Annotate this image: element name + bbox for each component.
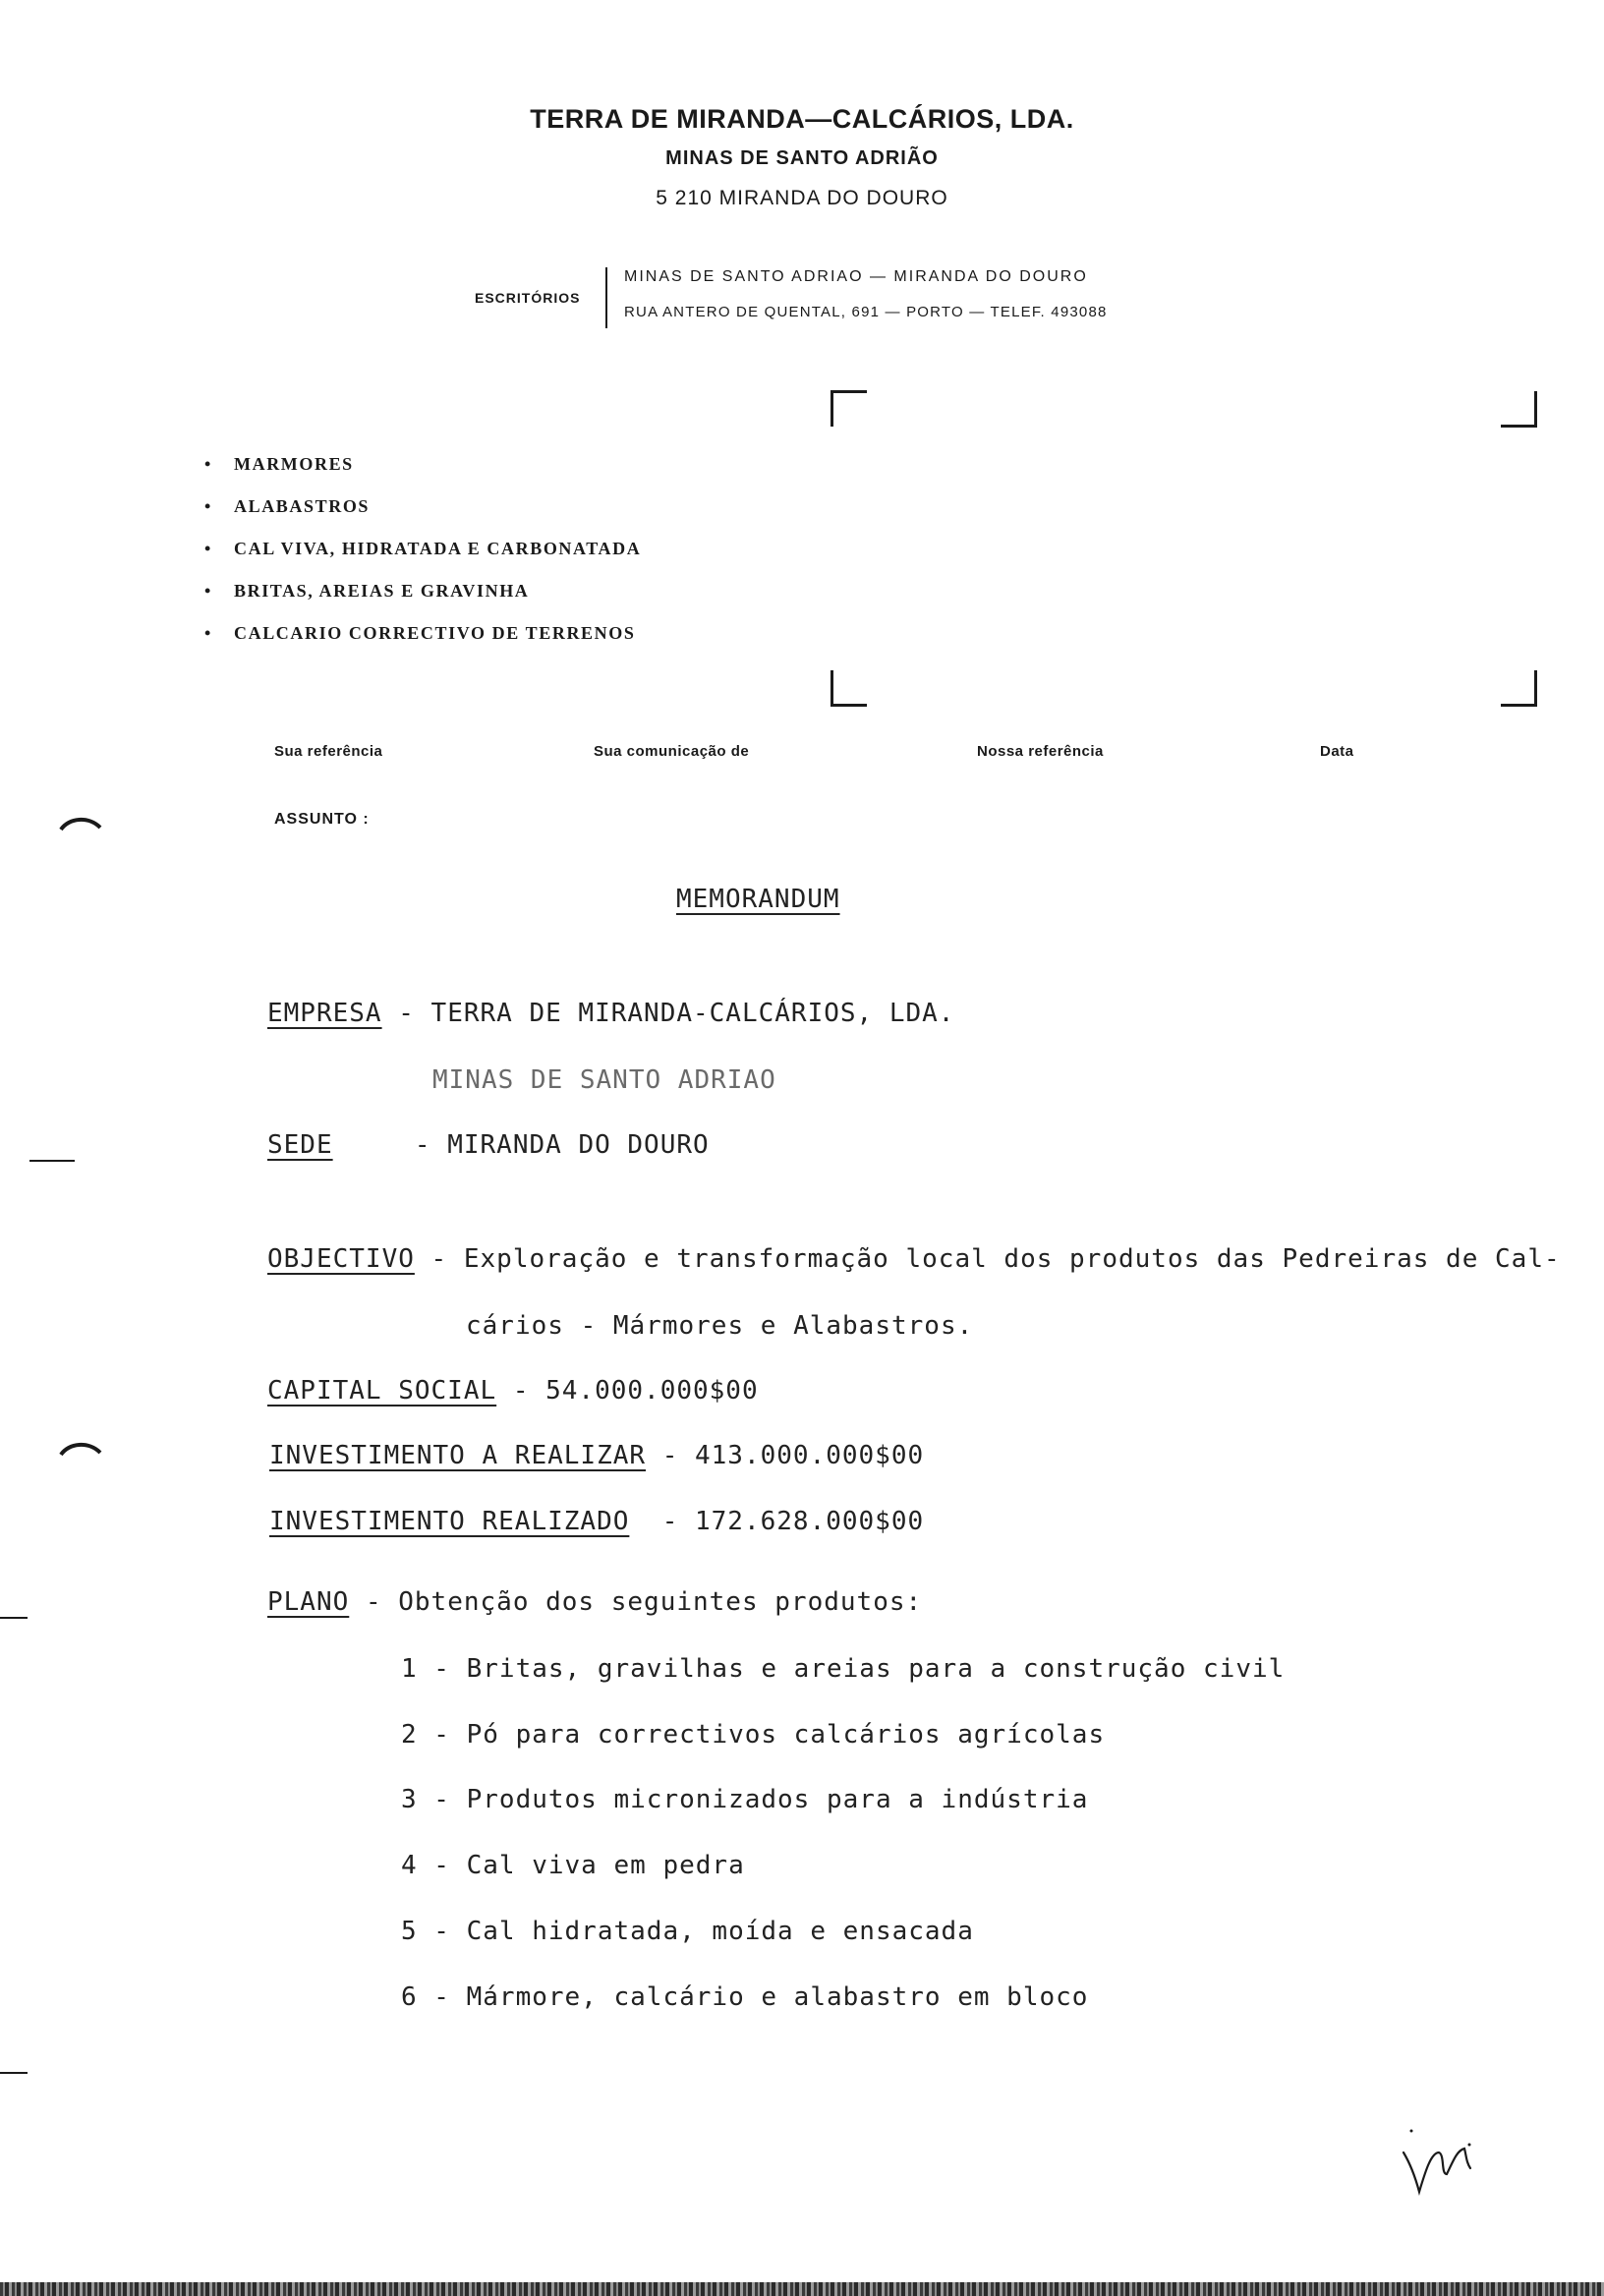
window-corner-bottom-right <box>1501 670 1537 707</box>
punch-hole-mark <box>59 1437 102 1459</box>
your-communication-label: Sua comunicação de <box>594 743 750 760</box>
plano-item: 4 - Cal viva em pedra <box>401 1851 745 1880</box>
plano-item: 5 - Cal hidratada, moída e ensacada <box>401 1917 974 1946</box>
product-label: CAL VIVA, HIDRATADA E CARBONATADA <box>234 539 642 558</box>
margin-mark <box>0 2072 28 2074</box>
empresa-value: - TERRA DE MIRANDA-CALCÁRIOS, LDA. <box>398 999 955 1028</box>
product-list <box>204 454 641 665</box>
plano-line <box>267 1587 922 1617</box>
plano-item: 2 - Pó para correctivos calcários agrícolas <box>401 1720 1106 1750</box>
plano-item: 1 - Britas, gravilhas e areias para a construção civil <box>401 1654 1286 1684</box>
window-corner-top-left <box>831 390 867 427</box>
handwritten-initials <box>1396 2123 1484 2211</box>
bullet-icon: • <box>204 539 212 558</box>
capital-label: CAPITAL SOCIAL <box>267 1376 497 1406</box>
scan-edge-noise <box>0 2282 1604 2296</box>
capital-line <box>267 1376 759 1406</box>
date-label: Data <box>1320 743 1354 760</box>
capital-value: - 54.000.000$00 <box>512 1376 759 1406</box>
product-item <box>204 496 641 539</box>
empresa-label: EMPRESA <box>267 999 382 1028</box>
investment-planned-label: INVESTIMENTO A REALIZAR <box>269 1441 647 1470</box>
our-reference-label: Nossa referência <box>977 743 1104 760</box>
product-label: CALCARIO CORRECTIVO DE TERRENOS <box>234 623 636 643</box>
punch-hole-mark <box>59 812 102 833</box>
product-label: MARMORES <box>234 454 354 474</box>
product-item <box>204 623 641 665</box>
offices-label: ESCRITÓRIOS <box>475 290 581 306</box>
plano-label: PLANO <box>267 1587 350 1617</box>
postal-city: 5 210 MIRANDA DO DOURO <box>656 187 948 209</box>
plano-item: 3 - Produtos micronizados para a indústria <box>401 1785 1089 1814</box>
product-item <box>204 539 641 581</box>
office-address-1: MINAS DE SANTO ADRIAO — MIRANDA DO DOURO <box>624 268 1088 285</box>
sede-label: SEDE <box>267 1130 333 1160</box>
margin-mark <box>29 1160 75 1162</box>
product-label: BRITAS, AREIAS E GRAVINHA <box>234 581 530 601</box>
investment-planned-value: - 413.000.000$00 <box>661 1441 925 1470</box>
margin-mark <box>0 1617 28 1619</box>
company-name: TERRA DE MIRANDA—CALCÁRIOS, LDA. <box>530 104 1074 134</box>
bullet-icon: • <box>204 581 212 601</box>
objectivo-line <box>267 1244 1561 1274</box>
product-item <box>204 581 641 623</box>
investment-done-line <box>269 1507 924 1536</box>
plano-value: - Obtenção dos seguintes produtos: <box>365 1587 923 1617</box>
mines-name: MINAS DE SANTO ADRIÃO <box>665 147 939 169</box>
bullet-icon: • <box>204 623 212 643</box>
sede-value: - MIRANDA DO DOURO <box>414 1130 710 1160</box>
investment-done-label: INVESTIMENTO REALIZADO <box>269 1507 630 1536</box>
offices-divider <box>605 267 607 328</box>
window-corner-bottom-left <box>831 670 867 707</box>
objectivo-label: OBJECTIVO <box>267 1244 415 1274</box>
plano-item: 6 - Mármore, calcário e alabastro em bloco <box>401 1982 1089 2012</box>
investment-done-value: - 172.628.000$00 <box>661 1507 925 1536</box>
empresa-value-2: MINAS DE SANTO ADRIAO <box>432 1065 776 1095</box>
objectivo-value: - Exploração e transformação local dos produtos das Pedreiras de Cal- <box>430 1244 1561 1274</box>
window-corner-top-right <box>1501 391 1537 428</box>
sede-line <box>267 1130 710 1160</box>
bullet-icon: • <box>204 454 212 474</box>
office-address-2: RUA ANTERO DE QUENTAL, 691 — PORTO — TELEF. 493088 <box>624 304 1108 320</box>
product-label: ALABASTROS <box>234 496 371 516</box>
empresa-line <box>267 999 954 1028</box>
product-item <box>204 454 641 496</box>
subject-label: ASSUNTO : <box>274 811 370 828</box>
investment-planned-line <box>269 1441 924 1470</box>
your-reference-label: Sua referência <box>274 743 383 760</box>
objectivo-value-2: cários - Mármores e Alabastros. <box>466 1311 974 1341</box>
bullet-icon: • <box>204 496 212 516</box>
memo-title: MEMORANDUM <box>676 885 840 914</box>
